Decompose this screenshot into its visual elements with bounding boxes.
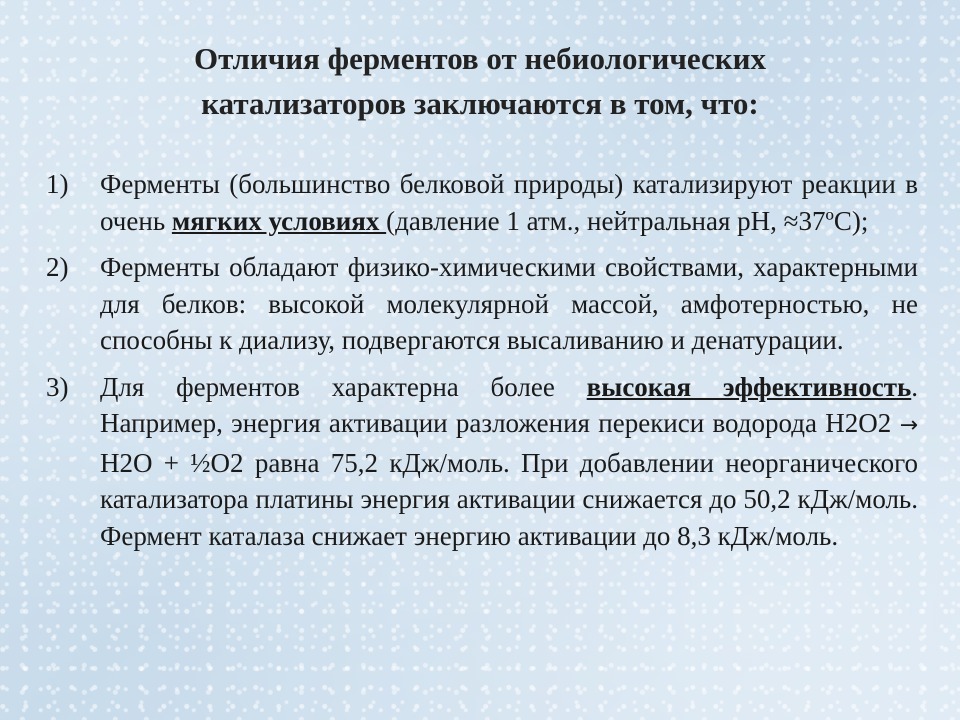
point-3-text-b: . Например, энергия активации разложения перекиси водорода Н2О2 [100, 371, 918, 438]
point-2 [46, 249, 918, 359]
point-1-text-b: (давление 1 атм., нейтральная рН, ≈37ºС); [386, 205, 869, 236]
point-2-number: 2) [46, 252, 69, 282]
point-3-emphasis: высокая эффективность [586, 371, 912, 402]
point-1-text [100, 166, 918, 239]
point-3-text-c: Н2О + ½О2 равна 75,2 кДж/моль. При добавлении неорганического катализатора платины энергия активации снижается до 50,2 кДж/моль. Фермент каталаза снижает энергию активации до 8,3 кДж/моль. [100, 447, 918, 551]
point-1 [46, 166, 918, 239]
title-line-2: катализаторов заключаются в том, что: [201, 86, 759, 121]
title-line-1: Отличия ферментов от небиологических [193, 41, 767, 76]
point-3 [46, 369, 918, 555]
point-1-number: 1) [46, 169, 69, 199]
point-1-emphasis: мягких условиях [171, 205, 387, 236]
point-1-text-a: Ферменты (большинство белковой природы) катализируют реакции в очень [100, 169, 918, 236]
point-3-number: 3) [46, 371, 69, 402]
arrow-icon: → [899, 413, 918, 438]
point-2-text: Ферменты обладают физико-химическими свойствами, характерными для белков: высокой молекулярной массой, амфотерностью, не способны к диализу, подвергаются высаливанию и денатурации. [100, 252, 918, 355]
point-3-text [100, 369, 918, 555]
slide-title [60, 36, 900, 126]
points-list [46, 166, 918, 564]
point-3-text-a: Для ферментов характерна более [100, 371, 587, 402]
